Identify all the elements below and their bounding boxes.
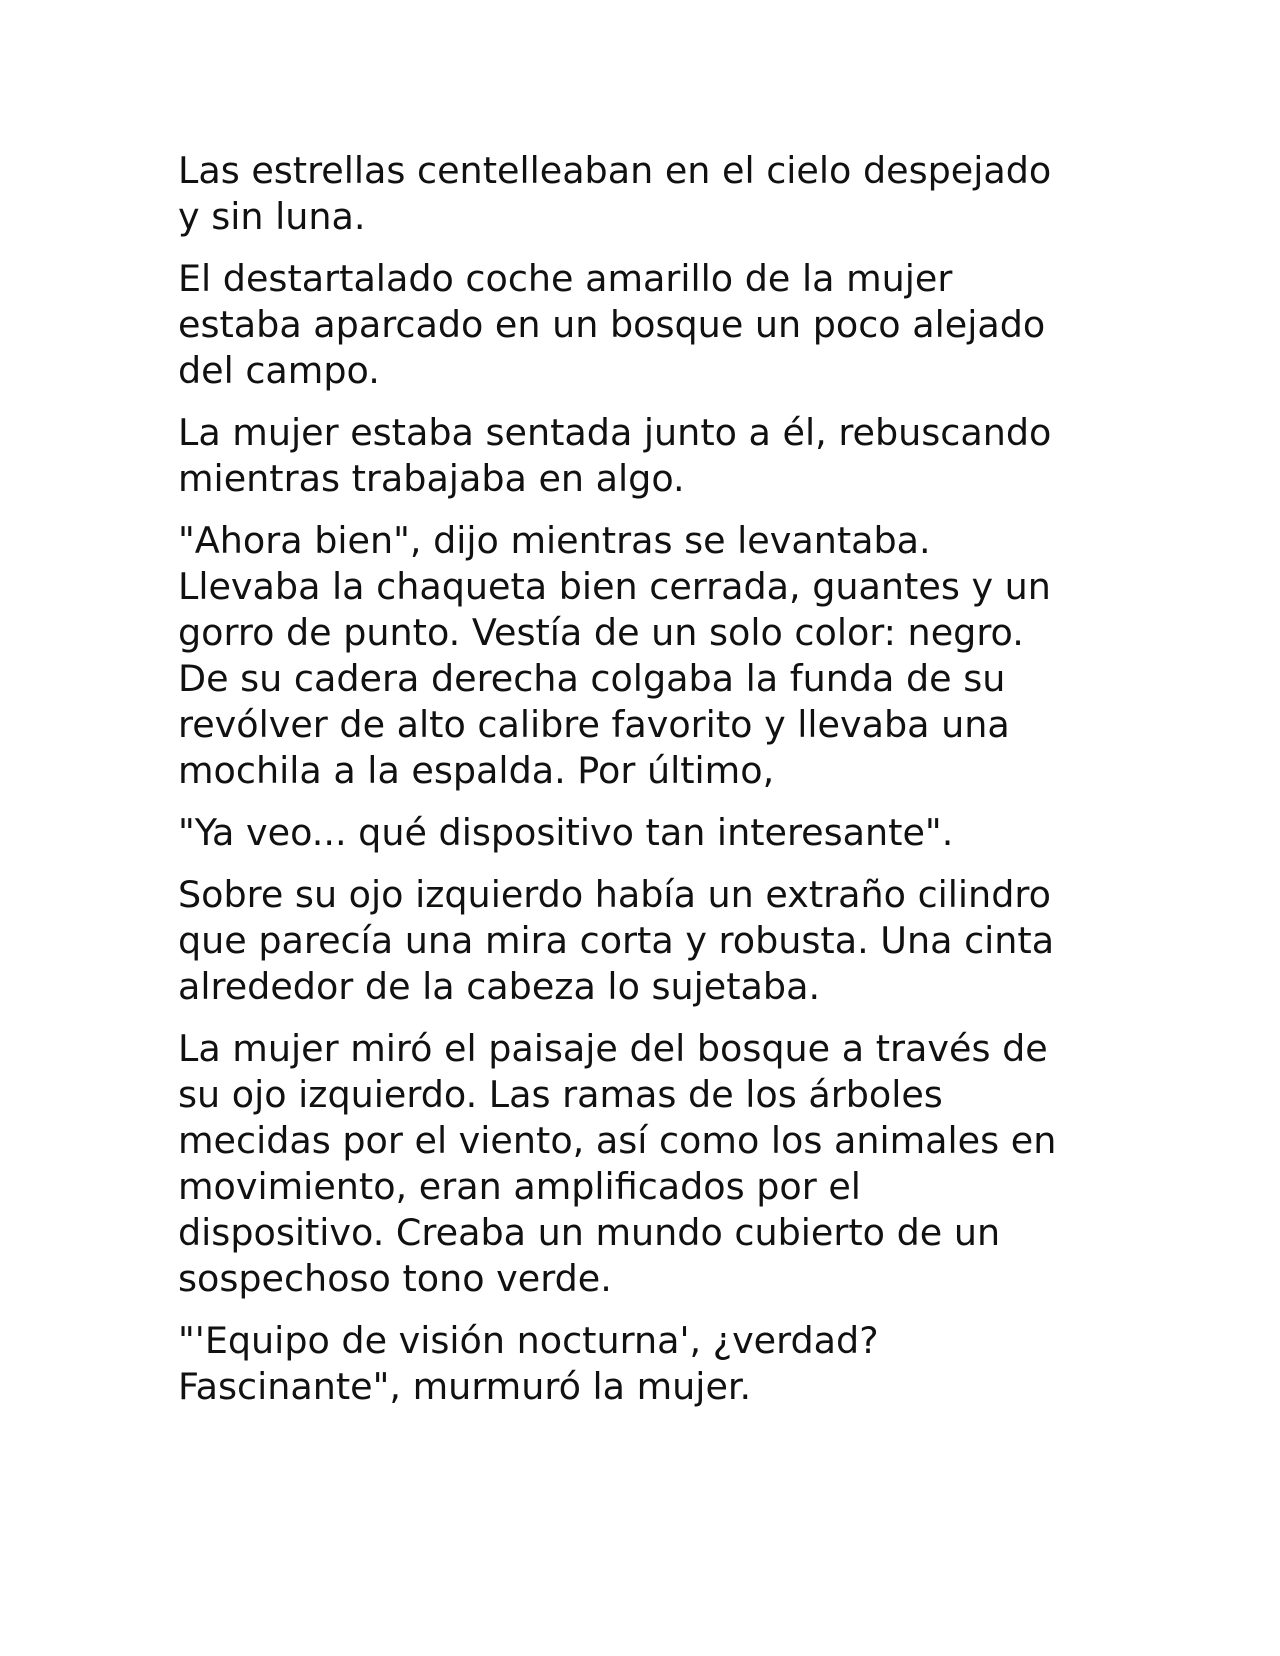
paragraph-4	[178, 518, 1098, 794]
text-line: alrededor de la cabeza lo sujetaba.	[178, 965, 821, 1008]
text-line: mientras trabajaba en algo.	[178, 457, 685, 500]
text-line: Las estrellas centelleaban en el cielo despejado	[178, 149, 1052, 192]
text-line: estaba aparcado en un bosque un poco alejado	[178, 303, 1046, 346]
text-line: Llevaba la chaqueta bien cerrada, guantes y un	[178, 565, 1051, 608]
paragraph-2	[178, 256, 1098, 394]
text-line: Fascinante", murmuró la mujer.	[178, 1365, 752, 1408]
document-page	[178, 148, 1098, 1426]
text-line: y sin luna.	[178, 195, 366, 238]
paragraph-8	[178, 1318, 1098, 1410]
text-line: gorro de punto. Vestía de un solo color: negro.	[178, 611, 1024, 654]
text-line: sospechoso tono verde.	[178, 1257, 612, 1300]
paragraph-1	[178, 148, 1098, 240]
text-line: El destartalado coche amarillo de la mujer	[178, 257, 953, 300]
text-line: que parecía una mira corta y robusta. Una cinta	[178, 919, 1055, 962]
text-line: "Ahora bien", dijo mientras se levantaba.	[178, 519, 931, 562]
paragraph-5	[178, 810, 1098, 856]
text-line: del campo.	[178, 349, 380, 392]
text-line: mochila a la espalda. Por último,	[178, 749, 775, 792]
text-line: mecidas por el viento, así como los animales en	[178, 1119, 1057, 1162]
text-line: su ojo izquierdo. Las ramas de los árboles	[178, 1073, 943, 1116]
text-line: De su cadera derecha colgaba la funda de su	[178, 657, 1006, 700]
text-line: La mujer miró el paisaje del bosque a través de	[178, 1027, 1048, 1070]
text-line: dispositivo. Creaba un mundo cubierto de un	[178, 1211, 1001, 1254]
paragraph-7	[178, 1026, 1098, 1302]
paragraph-6	[178, 872, 1098, 1010]
text-line: "'Equipo de visión nocturna', ¿verdad?	[178, 1319, 879, 1362]
text-line: revólver de alto calibre favorito y llevaba una	[178, 703, 1010, 746]
text-line: "Ya veo... qué dispositivo tan interesante".	[178, 811, 954, 854]
text-line: La mujer estaba sentada junto a él, rebuscando	[178, 411, 1052, 454]
text-line: Sobre su ojo izquierdo había un extraño cilindro	[178, 873, 1051, 916]
text-line: movimiento, eran amplificados por el	[178, 1165, 861, 1208]
paragraph-3	[178, 410, 1098, 502]
